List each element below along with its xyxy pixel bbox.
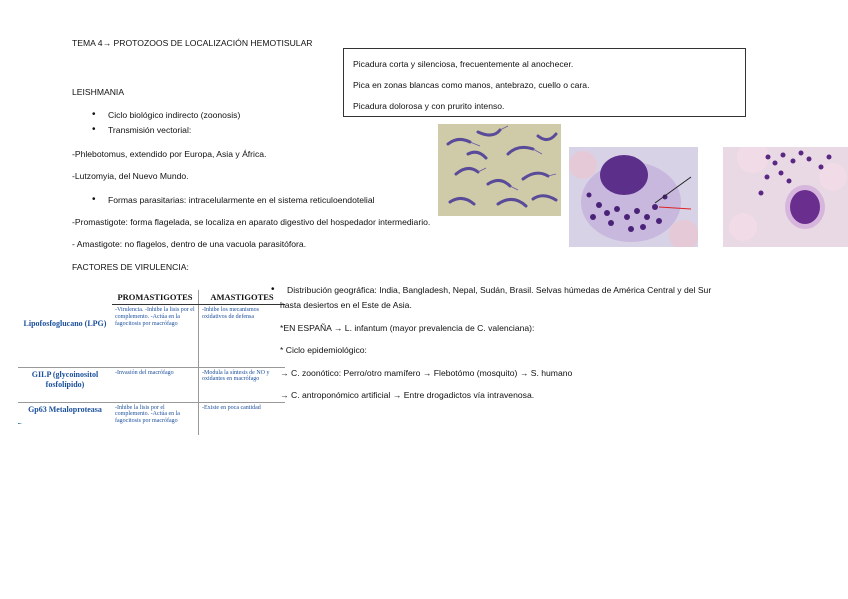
promastigote-text: -Promastigote: forma flagelada, se localiza en aparato digestivo del hospedador intermediario. — [72, 217, 431, 227]
lutzomyia-text: -Lutzomyia, del Nuevo Mundo. — [72, 171, 189, 181]
zoonotic-cycle: → C. zoonótico: Perro/otro mamífero → Flebotómo (mosquito) → S. humano — [280, 368, 573, 378]
header-amastigotes: AMASTIGOTES — [199, 290, 286, 305]
anthroponotic-cycle: → C. antroponómico artificial → Entre drogadictos vía intravenosa. — [280, 390, 535, 400]
factor-lpg: Lipofosfoglucano (LPG) — [23, 318, 107, 328]
section-leishmania: LEISHMANIA — [72, 87, 125, 97]
bullet-item: • Formas parasitarias: intracelularmente en el sistema reticuloendotelial — [108, 196, 375, 205]
page-title: TEMA 4→ PROTOZOOS DE LOCALIZACIÓN HEMOTISULAR — [72, 38, 313, 48]
header-promastigotes: PROMASTIGOTES — [112, 290, 199, 305]
table-corner-decoration — [18, 416, 46, 424]
bite-info-box — [343, 48, 746, 117]
gp63-amastigotes: -Existe en poca cantidad — [199, 402, 286, 435]
amastigote-micrograph — [723, 147, 848, 247]
factor-gp63: Gp63 Metaloproteasa — [28, 404, 102, 414]
phlebotomus-text: -Phlebotomus, extendido por Europa, Asia y África. — [72, 149, 267, 159]
factor-gilp: GILP (glycoinositol fosfolípido) — [31, 369, 99, 389]
distribution-text-cont: hasta desiertos en el Este de Asia. — [280, 300, 412, 310]
gilp-promastigotes: -Invasión del macrófago — [115, 369, 174, 376]
box-line-3: Picadura dolorosa y con prurito intenso. — [353, 101, 505, 111]
virulence-table — [18, 290, 285, 435]
section-virulence: FACTORES DE VIRULENCIA: — [72, 262, 189, 272]
bullet-item: • Transmisión vectorial: — [108, 126, 191, 135]
macrophage-micrograph — [569, 147, 698, 247]
amastigote-text: - Amastigote: no flagelos, dentro de una vacuola parasitófora. — [72, 239, 307, 249]
box-line-2: Pica en zonas blancas como manos, antebrazo, cuello o cara. — [353, 80, 590, 90]
distribution-text: • Distribución geográfica: India, Bangladesh, Nepal, Sudán, Brasil. Selvas húmedas de América Central y del Sur — [287, 286, 711, 295]
lpg-promastigotes: -Virulencia. -Inhibe la lisis por el complemento. -Actúa en la fagocitosis por macrófago — [115, 307, 195, 327]
promastigote-micrograph — [438, 124, 561, 216]
bullet-item: • Ciclo biológico indirecto (zoonosis) — [108, 111, 240, 120]
gilp-amastigotes: -Modula la síntesis de NO y oxidantes en macrófago — [199, 367, 286, 402]
cycle-heading: * Ciclo epidemiológico: — [280, 345, 367, 355]
box-line-1: Picadura corta y silenciosa, frecuentemente al anochecer. — [353, 59, 574, 69]
gp63-promastigotes: -Inhibe la lisis por el complemento. -Actúa en la fagocitosis por macrófago — [115, 404, 180, 425]
spain-text: *EN ESPAÑA → L. infantum (mayor prevalencia de C. valenciana): — [280, 323, 535, 333]
lpg-amastigotes: -Inhibe los mecanismos oxidativos de defensa — [199, 305, 286, 368]
